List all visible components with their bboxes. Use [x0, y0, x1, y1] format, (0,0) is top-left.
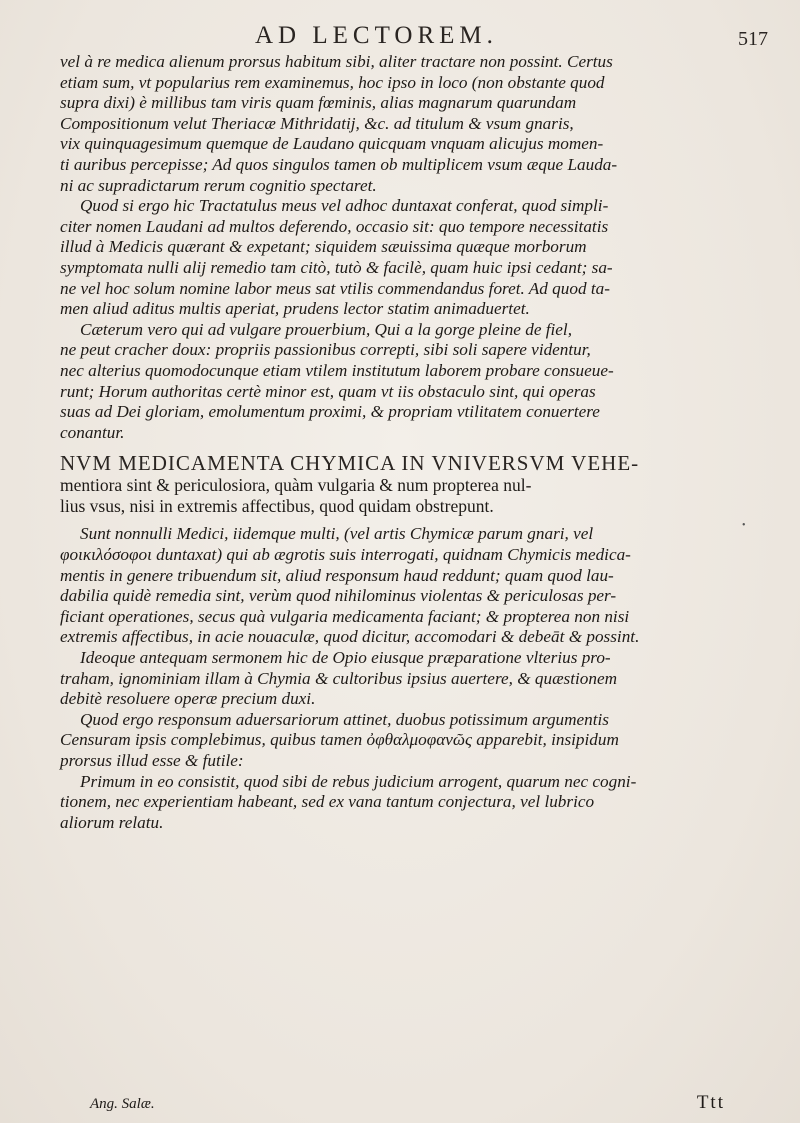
section-gap — [60, 516, 780, 524]
running-head — [0, 20, 800, 50]
text-line: etiam sum, vt popularius rem examinemus, hoc ipso in loco (non obstante quod — [60, 72, 605, 92]
page-footer — [60, 1092, 780, 1116]
text-line: Cæterum vero qui ad vulgare prouerbium, Qui a la gorge pleine de fiel, — [80, 319, 572, 339]
text-line: men aliud aditus multis aperiat, prudens lector statim animaduertet. — [60, 299, 530, 319]
text-line: supra dixi) è millibus tam viris quam fœminis, alias magnarum quarundam — [60, 93, 577, 113]
text-line: mentis in genere tribuendum sit, aliud responsum haud reddunt; quam quod lau- — [60, 565, 614, 585]
text-line: Ideoque antequam sermonem hic de Opio eiusque præparatione vlterius pro- — [80, 648, 611, 668]
text-line: conantur. — [60, 422, 125, 442]
text-line: nec alterius quomodocunque etiam vtilem institutum laborem probare consueue- — [60, 360, 614, 380]
text-line: Sunt nonnulli Medici, iidemque multi, (vel artis Chymicæ parum gnari, vel — [80, 524, 594, 544]
text-line: ne peut cracher doux: propriis passionibus correpti, sibi soli sapere videntur, — [60, 340, 591, 360]
body-text — [60, 52, 780, 833]
section-heading-line: mentiora sint & periculosiora, quàm vulgaria & num propterea nul- — [60, 475, 532, 496]
catchword: Ang. Salæ. — [90, 1096, 155, 1112]
text-line: Quod ergo responsum aduersariorum attinet, duobus potissimum argumentis — [80, 709, 610, 729]
text-line: Compositionum velut Theriacæ Mithridatij, &c. ad titulum & vsum gnaris, — [60, 113, 574, 133]
text-line: debitè resoluere operæ precium duxi. — [60, 689, 316, 709]
text-line: Censuram ipsis complebimus, quibus tamen ὀφθαλμοφανῶς apparebit, insipidum — [60, 730, 619, 750]
text-line: ni ac supradictarum rerum cognitio spectaret. — [60, 175, 377, 195]
text-line: citer nomen Laudani ad multos deferendo, occasio sit: quo tempore necessitatis — [60, 216, 609, 236]
section-gap — [60, 443, 780, 451]
text-line: vix quinquagesimum quemque de Laudano quicquam vnquam alicujus momen- — [60, 134, 604, 154]
bleed-dot-icon: • — [742, 520, 746, 531]
text-line: dabilia quidè remedia sint, verùm quod nihilominus violentas & periculosas per- — [60, 586, 617, 606]
page-number: 517 — [738, 28, 768, 50]
text-line: ficiant operationes, secus quà vulgaria medicamenta faciant; & propterea non nisi — [60, 606, 630, 626]
text-line: aliorum relatu. — [60, 812, 164, 832]
text-line: symptomata nulli alij remedio tam citò, tutò & facilè, quam huic ipsi cedant; sa- — [60, 257, 613, 277]
text-line: φοικιλόσοφοι duntaxat) qui ab ægrotis suis interrogati, quidnam Chymicis medica- — [60, 545, 631, 565]
signature-mark: Ttt — [696, 1092, 725, 1113]
text-line: ti auribus percepisse; Ad quos singulos tamen ob multiplicem vsum æque Lauda- — [60, 154, 618, 174]
text-line: ne vel hoc solum nomine labor meus sat vtilis commendandus foret. Ad quod ta- — [60, 278, 610, 298]
text-line: runt; Horum authoritas certè minor est, quam vt iis obstaculo sint, qui operas — [60, 381, 596, 401]
section-heading: NVM MEDICAMENTA CHYMICA IN VNIVERSVM VEHE- — [60, 451, 640, 476]
text-line: illud à Medicis quærant & expetant; siquidem sæuissima quæque morborum — [60, 237, 587, 257]
text-line: Quod si ergo hic Tractatulus meus vel adhoc duntaxat conferat, quod simpli- — [80, 196, 609, 216]
running-head-title: AD LECTOREM. — [255, 22, 498, 49]
text-line: vel à re medica alienum prorsus habitum sibi, aliter tractare non possint. Certus — [60, 52, 613, 71]
text-line: Primum in eo consistit, quod sibi de rebus judicium arrogent, quarum nec cogni- — [80, 771, 637, 791]
text-line: tionem, nec experientiam habeant, sed ex vana tantum conjectura, vel lubrico — [60, 792, 595, 812]
text-line: traham, ignominiam illam à Chymia & cultoribus ipsius auertere, & quæstionem — [60, 668, 617, 688]
text-line: prorsus illud esse & futile: — [60, 751, 244, 770]
text-line: extremis affectibus, in acie nouaculæ, quod dicitur, accomodari & debeāt & possint. — [60, 627, 640, 647]
text-line: suas ad Dei gloriam, emolumentum proximi, & propriam vtilitatem conuertere — [60, 402, 600, 422]
section-heading-line: lius vsus, nisi in extremis affectibus, quod quidam obstrepunt. — [60, 495, 494, 516]
